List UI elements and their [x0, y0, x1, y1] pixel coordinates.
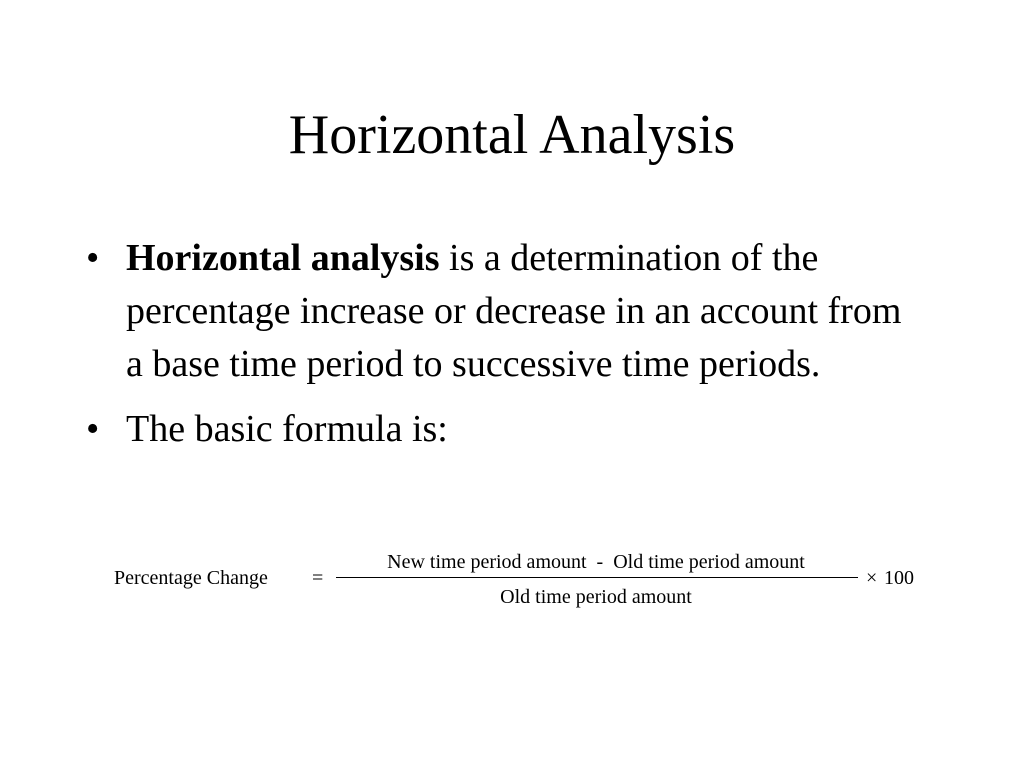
formula-denominator: Old time period amount: [500, 586, 692, 608]
bullet-text: is a determination of the percentage increase or decrease in an account from a base time period to successive time periods.: [126, 237, 902, 385]
formula-times-sign: ×: [866, 567, 878, 589]
formula-multiplier: 100: [884, 567, 914, 589]
percentage-change-formula: [114, 546, 934, 616]
fraction-bar: [336, 577, 858, 578]
bullet-item-formula-intro: [86, 403, 916, 456]
bullet-list: [86, 232, 916, 468]
bullet-icon: •: [86, 237, 100, 279]
bullet-text: The basic formula is:: [126, 408, 448, 450]
formula-label: Percentage Change: [114, 567, 268, 589]
formula-equals-sign: =: [312, 567, 324, 589]
bullet-bold-term: Horizontal analysis: [126, 237, 440, 279]
slide-title: Horizontal Analysis: [288, 104, 736, 166]
bullet-item-definition: [86, 232, 916, 391]
bullet-icon: •: [86, 408, 100, 450]
formula-numerator: New time period amount - Old time period amount: [387, 551, 805, 573]
